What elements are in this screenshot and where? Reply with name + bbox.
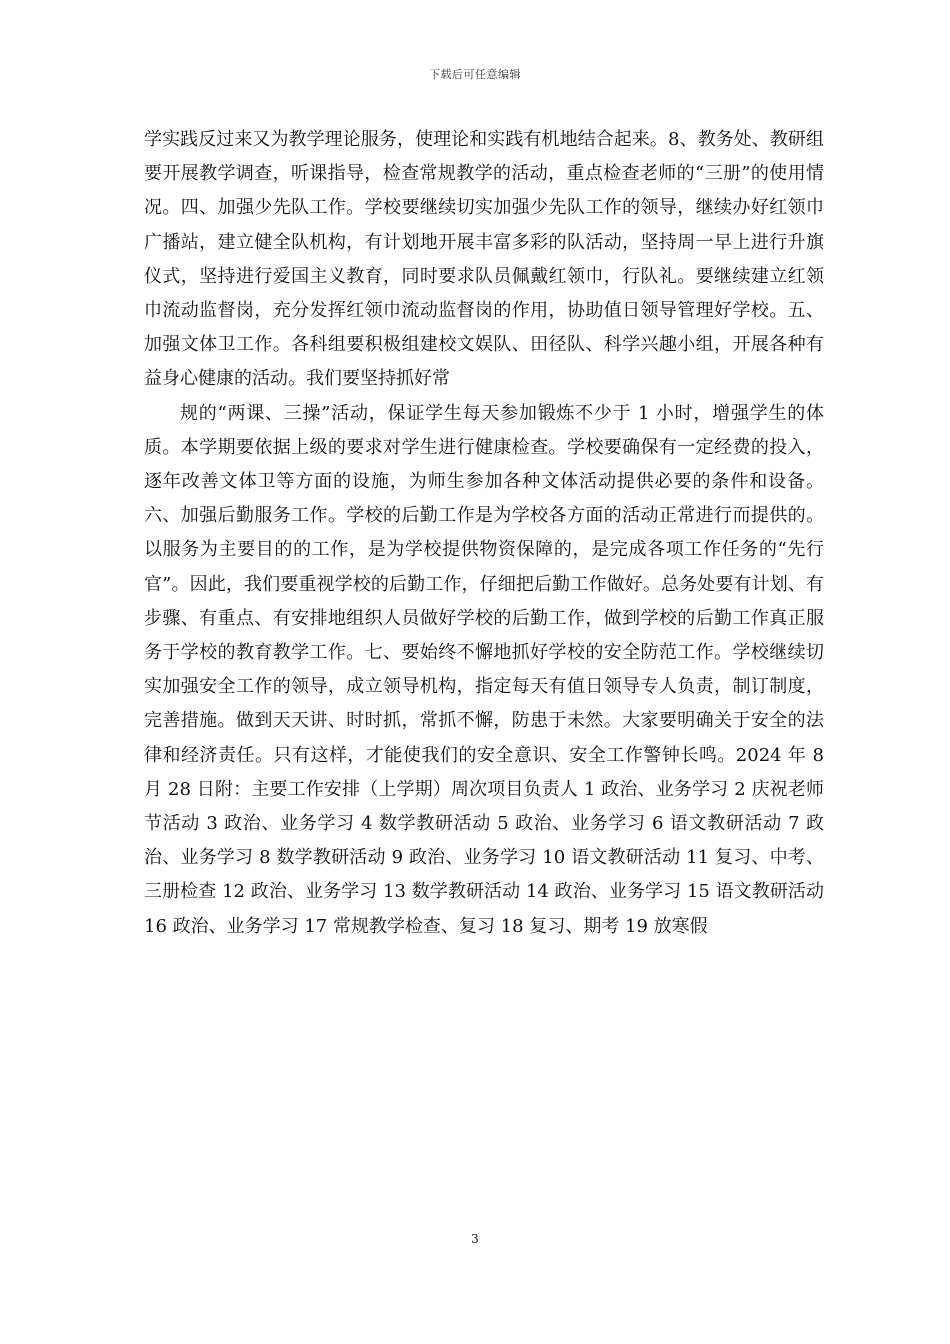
paragraph-2: 规的“两课、三操”活动，保证学生每天参加锻炼不少于 1 小时，增强学生的体质。本学期要依据上级的要求对学生进行健康检查。学校要确保有一定经费的投入，逐年改善文体卫等方面的设施，为师生参加各种文体活动提供必要的条件和设备。六、加强后勤服务工作。学校的后勤工作是为学校各方面的活动正常进行而提供的。以服务为主要目的的工作，是为学校提供物资保障的，是完成各项工作任务的“先行官”。因此，我们要重视学校的后勤工作，仔细把后勤工作做好。总务处要有计划、有步骤、有重点、有安排地组织人员做好学校的后勤工作，做到学校的后勤工作真正服务于学校的教育教学工作。七、要始终不懈地抓好学校的安全防范工作。学校继续切实加强安全工作的领导，成立领导机构，指定每天有值日领导专人负责，制订制度，完善措施。做到天天讲、时时抓，常抓不懈，防患于未然。大家要明确关于安全的法律和经济责任。只有这样，才能使我们的安全意识、安全工作警钟长鸣。2024 年 8 月 28 日附：主要工作安排（上学期）周次项目负责人 1 政治、业务学习 2 庆祝老师节活动 3 政治、业务学习 4 数学教研活动 5 政治、业务学习 6 语文教研活动 7 政治、业务学习 8 数学教研活动 9 政治、业务学习 10 语文教研活动 11 复习、中考、三册检查 12 政治、业务学习 13 数学教研活动 14 政治、业务学习 15 语文教研活动 16 政治、业务学习 17 常规教学检查、复习 18 复习、期考 19 放寒假 <box>144 402 824 937</box>
document-body <box>144 123 824 944</box>
paragraph-1: 学实践反过来又为教学理论服务，使理论和实践有机地结合起来。8、教务处、教研组要开展教学调查，听课指导，检查常规教学的活动，重点检查老师的“三册”的使用情况。四、加强少先队工作。学校要继续切实加强少先队工作的领导，继续办好红领巾广播站，建立健全队机构，有计划地开展丰富多彩的队活动，坚持周一早上进行升旗仪式，坚持进行爱国主义教育，同时要求队员佩戴红领巾，行队礼。要继续建立红领巾流动监督岗，充分发挥红领巾流动监督岗的作用，协助值日领导管理好学校。五、加强文体卫工作。各科组要积极组建校文娱队、田径队、科学兴趣小组，开展各种有益身心健康的活动。我们要坚持抓好常 <box>144 129 824 390</box>
page-header: 下载后可任意编辑 <box>429 68 521 81</box>
page-number: 3 <box>471 1232 479 1246</box>
